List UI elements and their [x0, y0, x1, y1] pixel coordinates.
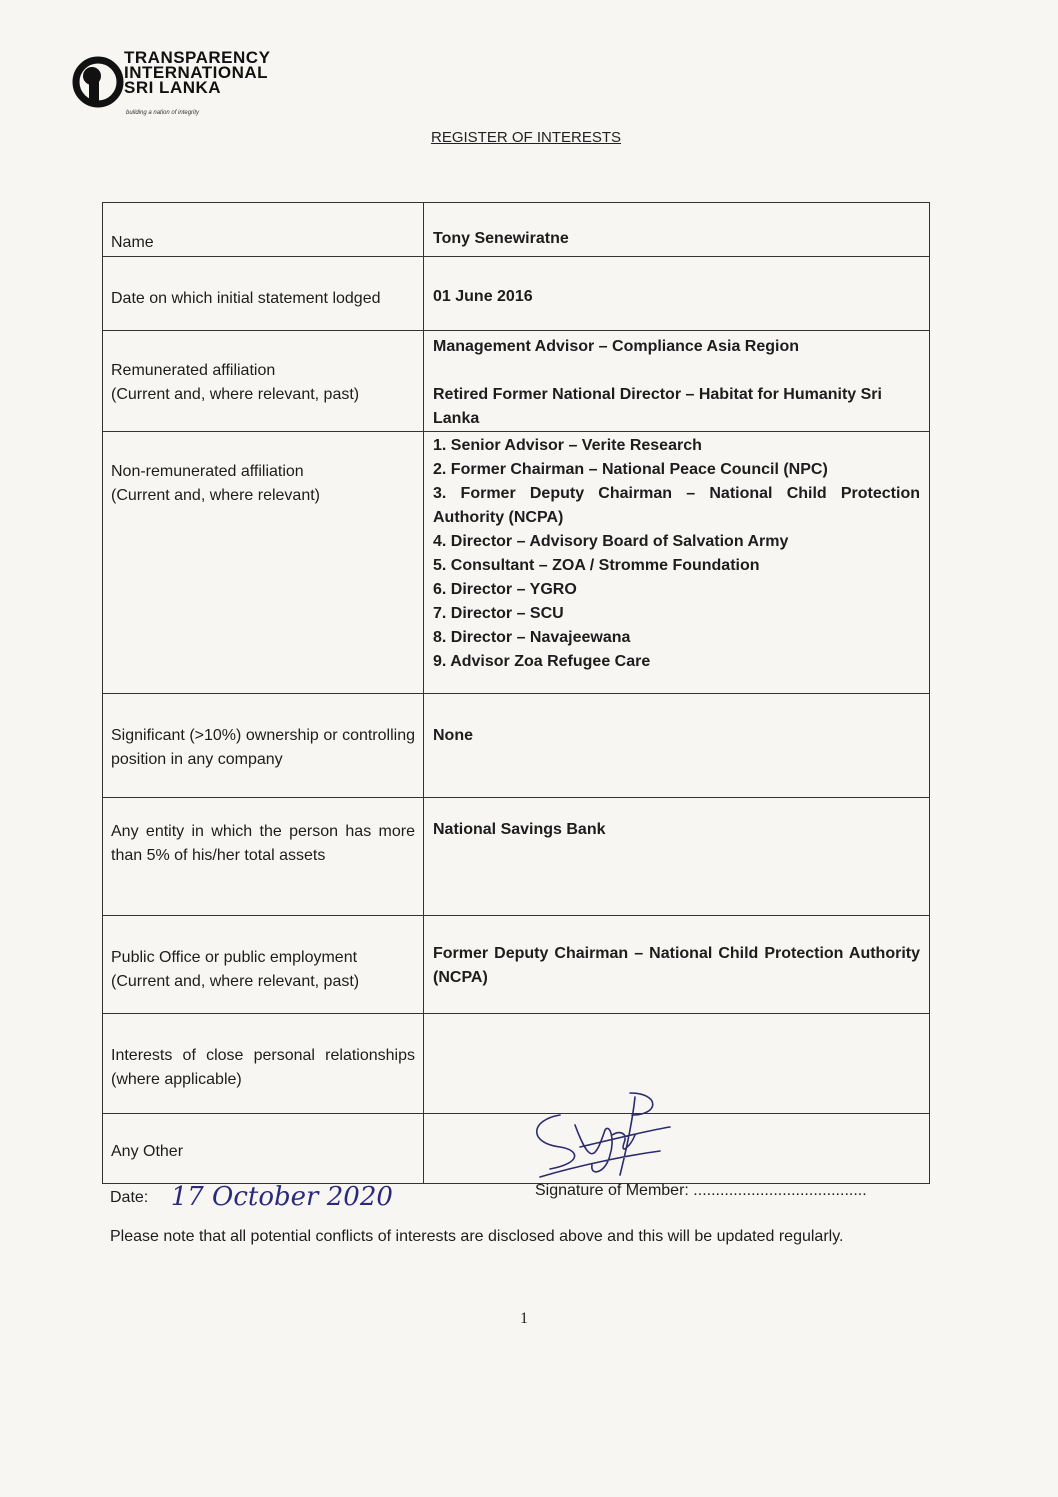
- non-remunerated-label-1: Non-remunerated affiliation: [111, 463, 304, 480]
- page-number: 1: [520, 1310, 528, 1327]
- affiliation-list: [433, 434, 920, 674]
- row-label: [103, 432, 424, 694]
- list-item: 9. Advisor Zoa Refugee Care: [433, 653, 651, 670]
- table-row: [103, 331, 930, 432]
- name-value: Tony Senewiratne: [433, 230, 569, 247]
- logo-tagline: building a nation of integrity: [126, 110, 200, 116]
- list-item: 4. Director – Advisory Board of Salvation Army: [433, 533, 789, 550]
- public-office-value: Former Deputy Chairman – National Child Protection Authority (NCPA): [433, 945, 920, 986]
- list-item: 5. Consultant – ZOA / Stromme Foundation: [433, 557, 760, 574]
- row-value: [424, 257, 930, 331]
- date-initial-value: 01 June 2016: [433, 288, 533, 305]
- table-row: [103, 1014, 930, 1114]
- remunerated-value-1: Management Advisor – Compliance Asia Region: [433, 338, 800, 355]
- list-item: 3. Former Deputy Chairman – National Child Protection Authority (NCPA): [433, 485, 920, 526]
- transparency-international-logo-icon: [72, 54, 126, 110]
- list-item: 7. Director – SCU: [433, 605, 564, 622]
- table-row: [103, 257, 930, 331]
- remunerated-label-1: Remunerated affiliation: [111, 362, 276, 379]
- row-label: [103, 1014, 424, 1114]
- row-label: [103, 1114, 424, 1184]
- row-label: [103, 257, 424, 331]
- table-row: [103, 798, 930, 916]
- logo-line-1: TRANSPARENCY: [124, 48, 271, 67]
- row-value: [424, 694, 930, 798]
- row-label: [103, 331, 424, 432]
- footer-date: [110, 1182, 393, 1212]
- signature-icon: [520, 1085, 680, 1185]
- entity-value: National Savings Bank: [433, 821, 606, 838]
- logo: [72, 50, 302, 122]
- logo-line-2: INTERNATIONAL: [124, 63, 269, 82]
- remunerated-value-2: Retired Former National Director – Habitat for Humanity Sri Lanka: [433, 386, 882, 427]
- document-title: REGISTER OF INTERESTS: [431, 129, 622, 146]
- logo-wordmark: [124, 50, 270, 95]
- name-label: Name: [111, 234, 154, 251]
- table-row: [103, 694, 930, 798]
- row-value: [424, 432, 930, 694]
- public-office-label-1: Public Office or public employment: [111, 949, 358, 966]
- date-handwritten-value: 17 October 2020: [170, 1182, 393, 1212]
- table-row: [103, 203, 930, 257]
- remunerated-label-2: (Current and, where relevant, past): [111, 386, 360, 403]
- row-label: [103, 798, 424, 916]
- register-table: [102, 202, 930, 1184]
- close-relationships-label: Interests of close personal relationships (where applicable): [111, 1047, 415, 1088]
- table-row: [103, 916, 930, 1014]
- table-row: [103, 432, 930, 694]
- entity-label: Any entity in which the person has more than 5% of his/her total assets: [111, 823, 415, 864]
- disclosure-note: Please note that all potential conflicts of interests are disclosed above and this will be updated regularly.: [110, 1228, 844, 1245]
- signature-label: Signature of Member: .......................................: [535, 1182, 867, 1199]
- ownership-value: None: [433, 727, 473, 744]
- any-other-label: Any Other: [111, 1143, 184, 1160]
- date-initial-label: Date on which initial statement lodged: [111, 290, 381, 307]
- list-item: 1. Senior Advisor – Verite Research: [433, 437, 702, 454]
- row-value: [424, 203, 930, 257]
- ownership-label: Significant (>10%) ownership or controlling position in any company: [111, 727, 415, 768]
- non-remunerated-label-2: (Current and, where relevant): [111, 487, 320, 504]
- row-label: [103, 916, 424, 1014]
- row-value: [424, 331, 930, 432]
- list-item: 6. Director – YGRO: [433, 581, 577, 598]
- row-label: [103, 694, 424, 798]
- public-office-label-2: (Current and, where relevant, past): [111, 973, 360, 990]
- list-item: 8. Director – Navajeewana: [433, 629, 631, 646]
- list-item: 2. Former Chairman – National Peace Council (NPC): [433, 461, 828, 478]
- row-value: [424, 798, 930, 916]
- logo-line-3: SRI LANKA: [124, 78, 222, 97]
- row-label: [103, 203, 424, 257]
- date-label: Date:: [110, 1189, 149, 1206]
- table-row: [103, 1114, 930, 1184]
- row-value: [424, 916, 930, 1014]
